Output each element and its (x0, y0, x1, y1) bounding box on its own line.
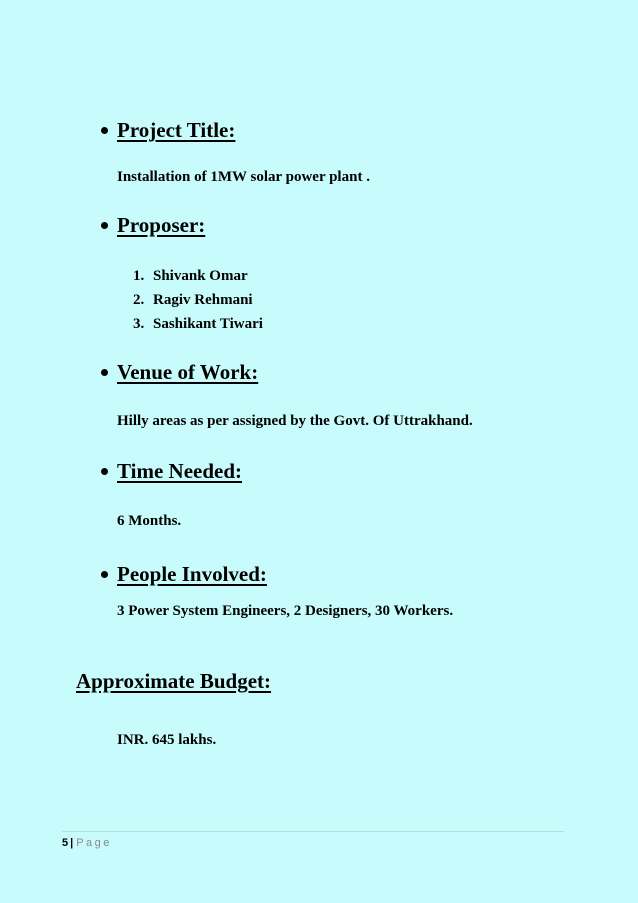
time-text: 6 Months. (117, 513, 182, 529)
bullet-icon (101, 468, 108, 475)
list-number: 1. (133, 268, 145, 284)
project-title-heading: Project Title: (117, 118, 236, 142)
proposer-heading: Proposer: (117, 213, 206, 237)
people-heading: People Involved: (117, 562, 267, 586)
page-label: Page (76, 837, 112, 849)
footer-divider (62, 831, 564, 832)
page-number: 5 (62, 837, 69, 849)
proposer-item: Sashikant Tiwari (153, 316, 263, 332)
venue-text: Hilly areas as per assigned by the Govt. Of Uttrakhand. (117, 413, 473, 429)
bullet-icon (101, 369, 108, 376)
budget-heading: Approximate Budget: (76, 669, 272, 693)
list-number: 2. (133, 292, 145, 308)
bullet-icon (101, 222, 108, 229)
proposer-item: Ragiv Rehmani (153, 292, 253, 308)
page-footer (62, 838, 112, 849)
project-title-text: Installation of 1MW solar power plant . (117, 169, 370, 185)
list-number: 3. (133, 316, 145, 332)
venue-heading: Venue of Work: (117, 360, 259, 384)
time-heading: Time Needed: (117, 459, 243, 483)
people-text: 3 Power System Engineers, 2 Designers, 30 Workers. (117, 603, 454, 619)
budget-text: INR. 645 lakhs. (117, 732, 217, 748)
footer-separator: | (70, 837, 74, 849)
bullet-icon (101, 571, 108, 578)
proposer-item: Shivank Omar (153, 268, 248, 284)
bullet-icon (101, 127, 108, 134)
